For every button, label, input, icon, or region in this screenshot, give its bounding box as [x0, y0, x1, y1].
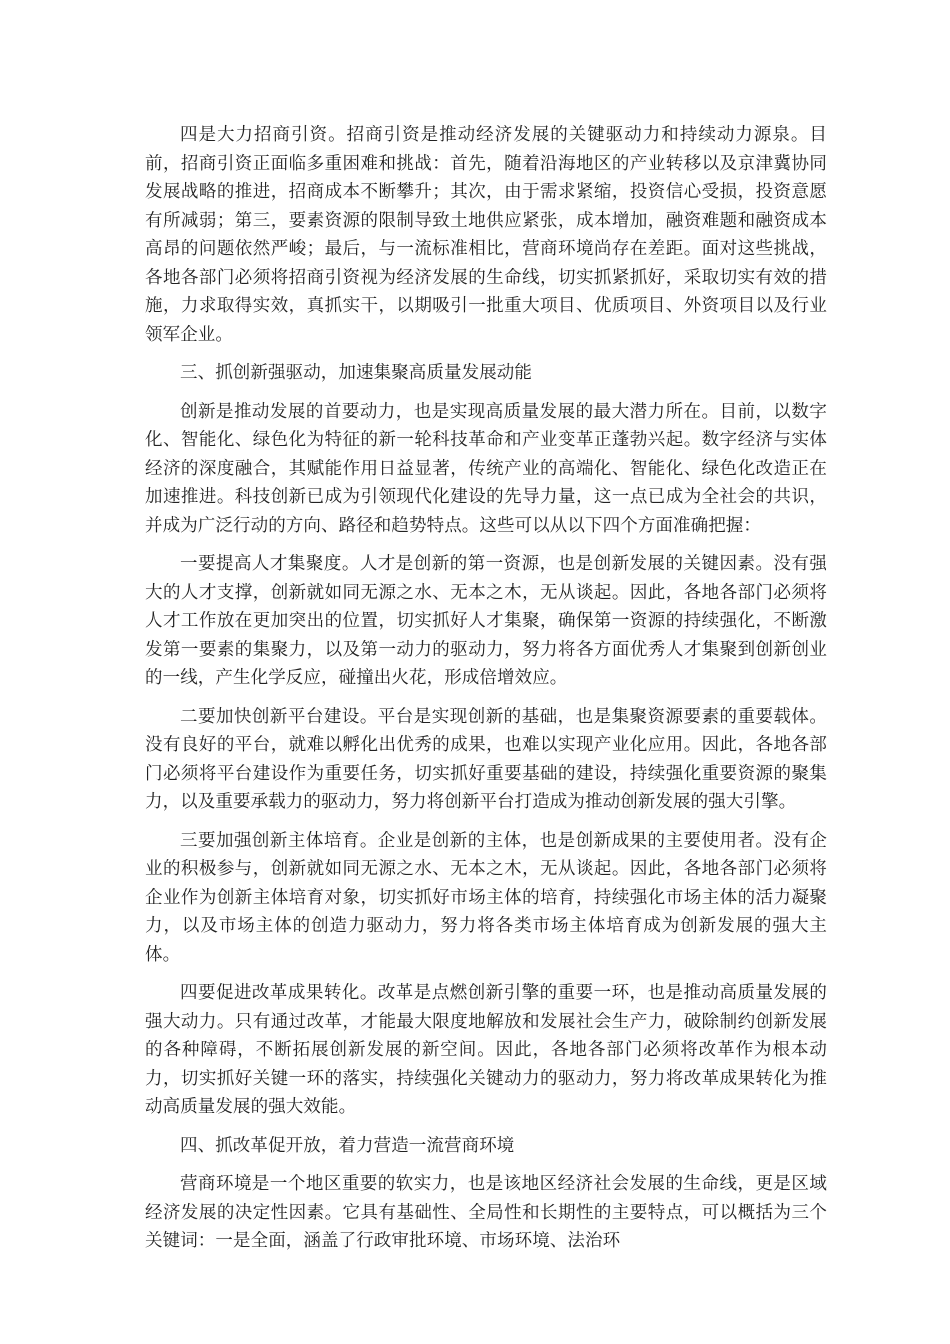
- paragraph-business-environment: 营商环境是一个地区重要的软实力，也是该地区经济社会发展的生命线，更是区域经济发展的决定性因素。它具有基础性、全局性和长期性的主要特点，可以概括为三个关键词：一是全面，涵盖了行政审批环境、市场环境、法治环: [145, 1174, 827, 1251]
- paragraph-innovation-subject: 三要加强创新主体培育。企业是创新的主体，也是创新成果的主要使用者。没有企业的积极参与，创新就如同无源之水、无本之木，无从谈起。因此，各地各部门必须将企业作为创新主体培育对象，切实抓好市场主体的培育，持续强化市场主体的活力凝聚力，以及市场主体的创造力驱动力，努力将各类市场主体培育成为创新发展的强大主体。: [145, 830, 827, 965]
- paragraph-innovation-intro: 创新是推动发展的首要动力，也是实现高质量发展的最大潜力所在。目前，以数字化、智能化、绿色化为特征的新一轮科技革命和产业变革正蓬勃兴起。数字经济与实体经济的深度融合，其赋能作用日益显著，传统产业的高端化、智能化、绿色化改造正在加速推进。科技创新已成为引领现代化建设的先导力量，这一点已成为全社会的共识，并成为广泛行动的方向、路径和趋势特点。这些可以从以下四个方面准确把握：: [145, 401, 827, 536]
- paragraph-talent-agglomeration: 一要提高人才集聚度。人才是创新的第一资源，也是创新发展的关键因素。没有强大的人才支撑，创新就如同无源之水、无本之木，无从谈起。因此，各地各部门必须将人才工作放在更加突出的位置，切实抓好人才集聚，确保第一资源的持续强化，不断激发第一要素的集聚力，以及第一动力的驱动力，努力将各方面优秀人才集聚到创新创业的一线，产生化学反应，碰撞出火花，形成倍增效应。: [145, 554, 827, 688]
- section-heading-innovation: 三、抓创新强驱动，加速集聚高质量发展动能: [180, 363, 532, 383]
- paragraph-innovation-platform: 二要加快创新平台建设。平台是实现创新的基础，也是集聚资源要素的重要载体。没有良好的平台，就难以孵化出优秀的成果，也难以实现产业化应用。因此，各地各部门必须将平台建设作为重要任务，切实抓好重要基础的建设，持续强化重要资源的聚集力，以及重要承载力的驱动力，努力将创新平台打造成为推动创新发展的强大引擎。: [145, 706, 827, 812]
- section-heading-business-environment: 四、抓改革促开放，着力营造一流营商环境: [180, 1135, 515, 1156]
- paragraph-investment-attraction: 四是大力招商引资。招商引资是推动经济发展的关键驱动力和持续动力源泉。目前，招商引资正面临多重困难和挑战：首先，随着沿海地区的产业转移以及京津冀协同发展战略的推进，招商成本不断攀升；其次，由于需求紧缩，投资信心受损，投资意愿有所减弱；第三，要素资源的限制导致土地供应紧张，成本增加，融资难题和融资成本高昂的问题依然严峻；最后，与一流标准相比，营商环境尚存在差距。面对这些挑战，各地各部门必须将招商引资视为经济发展的生命线，切实抓紧抓好，采取切实有效的措施，力求取得实效，真抓实干，以期吸引一批重大项目、优质项目、外资项目以及行业领军企业。: [145, 125, 827, 345]
- paragraph-reform-results: 四要促进改革成果转化。改革是点燃创新引擎的重要一环，也是推动高质量发展的强大动力。只有通过改革，才能最大限度地解放和发展社会生产力，破除制约创新发展的各种障碍，不断拓展创新发展的新空间。因此，各地各部门必须将改革作为根本动力，切实抓好关键一环的落实，持续强化关键动力的驱动力，努力将改革成果转化为推动高质量发展的强大效能。: [145, 983, 827, 1117]
- document-body: [145, 121, 827, 1266]
